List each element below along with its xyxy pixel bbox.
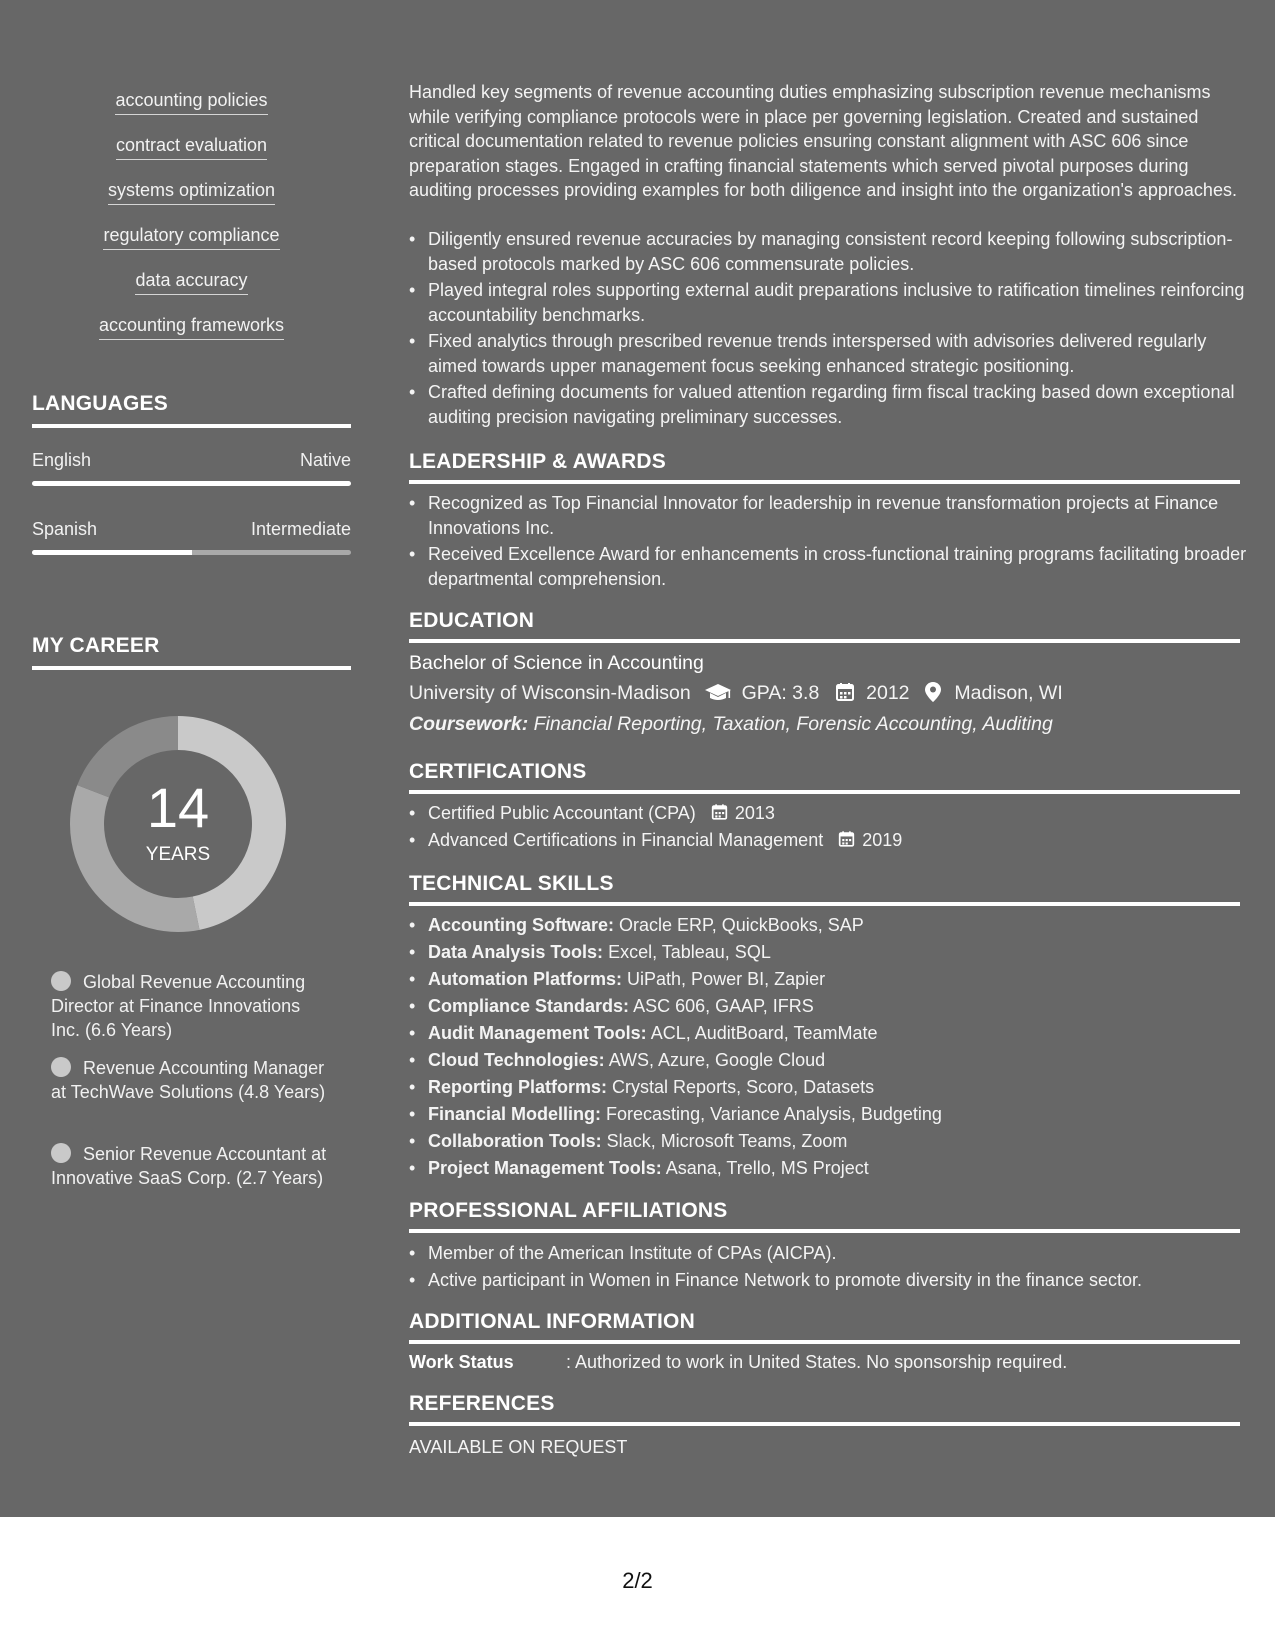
certification-year: 2019: [862, 829, 903, 850]
list-item: [428, 1155, 1259, 1182]
legend-dot: [51, 1143, 71, 1163]
skill-item: [32, 88, 351, 133]
career-heading: MY CAREER: [32, 634, 351, 670]
skill-values: ACL, AuditBoard, TeamMate: [650, 1023, 878, 1043]
list-item: [428, 912, 1259, 939]
certifications-heading: CERTIFICATIONS: [409, 760, 1240, 794]
skill-category: Compliance Standards:: [428, 996, 630, 1016]
work-status-label: Work Status: [409, 1352, 514, 1372]
certification-name: Certified Public Accountant (CPA): [428, 803, 696, 823]
language-bar: [32, 481, 351, 486]
certification-name: Advanced Certifications in Financial Management: [428, 829, 824, 850]
skill-values: Forecasting, Variance Analysis, Budgeting: [606, 1104, 942, 1124]
leadership-heading: LEADERSHIP & AWARDS: [409, 450, 1240, 484]
experience-summary: Handled key segments of revenue accounting duties emphasizing subscription revenue mechanisms while verifying compliance protocols were in place per governing legislation. Created and sustained critical documentation related to revenue policies ensuring constant alignment with ASC 606 since preparation stages. Engaged in crafting financial statements which served pivotal purposes during auditing processes providing examples for both diligence and insight into the organization's approaches.: [409, 82, 1237, 200]
list-item: • Fixed analytics through prescribed revenue trends interspersed with advisories delivered regularly aimed towards upper management focus seeking enhanced strategic positioning.: [428, 329, 1259, 378]
leadership-list: [409, 491, 1259, 591]
school-name: University of Wisconsin-Madison: [409, 682, 691, 704]
calendar-icon: [835, 682, 855, 702]
language-bar: [32, 550, 351, 555]
language-level: Intermediate: [250, 519, 351, 539]
career-legend-item: [51, 1056, 331, 1104]
references-heading: REFERENCES: [409, 1392, 1240, 1426]
skill-values: Crystal Reports, Scoro, Datasets: [612, 1077, 875, 1097]
gpa: GPA: 3.8: [741, 682, 820, 704]
list-item: [428, 993, 1259, 1020]
skill-category: Audit Management Tools:: [428, 1023, 647, 1043]
skill-values: Oracle ERP, QuickBooks, SAP: [619, 915, 864, 935]
career-role: Global Revenue Accounting Director at Finance Innovations Inc. (6.6 Years): [51, 972, 306, 1040]
skill-values: Asana, Trello, MS Project: [665, 1158, 869, 1178]
skill-category: Data Analysis Tools:: [428, 942, 604, 962]
technical-skills-heading: TECHNICAL SKILLS: [409, 872, 1240, 906]
list-item: [428, 1101, 1259, 1128]
skill-item: [32, 133, 351, 178]
calendar-icon: [711, 803, 728, 821]
language-name: Spanish: [32, 519, 98, 539]
skill-tag: accounting policies: [115, 88, 267, 115]
skill-item: [32, 313, 351, 358]
list-item: • Recognized as Top Financial Innovator for leadership in revenue transformation projects at Finance Innovations Inc.: [428, 491, 1259, 540]
list-item: • Played integral roles supporting external audit preparations inclusive to ratification timelines reinforcing accountability benchmarks.: [428, 278, 1259, 327]
coursework-label: Coursework:: [409, 713, 529, 735]
skill-item: [32, 268, 351, 313]
skill-tag: contract evaluation: [116, 133, 267, 160]
location-pin-icon: [925, 682, 941, 702]
skill-tag: regulatory compliance: [103, 223, 279, 250]
list-item: [428, 801, 1259, 826]
list-item: [428, 1047, 1259, 1074]
graduation-cap-icon: [704, 682, 732, 702]
language-bar-fill: [32, 481, 351, 486]
skill-values: Slack, Microsoft Teams, Zoom: [606, 1131, 848, 1151]
skill-category: Reporting Platforms:: [428, 1077, 608, 1097]
career-total-years: 14: [146, 776, 210, 839]
skill-category: Collaboration Tools:: [428, 1131, 602, 1151]
certification-year: 2013: [734, 803, 775, 823]
skill-category: Financial Modelling:: [428, 1104, 602, 1124]
skill-category: Project Management Tools:: [428, 1158, 662, 1178]
skill-values: UiPath, Power BI, Zapier: [627, 969, 826, 989]
languages-heading: LANGUAGES: [32, 392, 351, 428]
skill-category: Cloud Technologies:: [428, 1050, 605, 1070]
list-item: [428, 828, 1259, 853]
list-item: • Crafted defining documents for valued attention regarding firm fiscal tracking based down exceptional auditing precision navigating preliminary successes.: [428, 380, 1259, 429]
skill-item: [32, 178, 351, 223]
skill-tag: systems optimization: [108, 178, 275, 205]
career-legend-item: [51, 970, 331, 1042]
career-role: Senior Revenue Accountant at Innovative SaaS Corp. (2.7 Years): [51, 1144, 327, 1188]
list-item: [428, 939, 1259, 966]
list-item: [428, 1074, 1259, 1101]
skills-list: [32, 88, 351, 358]
list-item: • Member of the American Institute of CPAs (AICPA).: [428, 1240, 1259, 1267]
career-years-label: YEARS: [145, 844, 211, 865]
coursework: [409, 713, 1053, 736]
list-item: • Active participant in Women in Finance Network to promote diversity in the finance sector.: [428, 1267, 1259, 1294]
skill-category: Accounting Software:: [428, 915, 615, 935]
language-level: Native: [299, 450, 351, 470]
language-row: [32, 519, 351, 540]
work-status-value: : Authorized to work in United States. No sponsorship required.: [566, 1352, 1068, 1372]
skill-values: Excel, Tableau, SQL: [608, 942, 771, 962]
language-name: English: [32, 450, 92, 470]
career-legend-item: [51, 1142, 331, 1190]
career-role: Revenue Accounting Manager at TechWave Solutions (4.8 Years): [51, 1058, 326, 1102]
education-heading: EDUCATION: [409, 609, 1240, 643]
skill-tag: data accuracy: [135, 268, 247, 295]
school-location: Madison, WI: [954, 682, 1063, 704]
skill-category: Automation Platforms:: [428, 969, 623, 989]
legend-dot: [51, 1057, 71, 1077]
technical-skills-list: [409, 912, 1259, 1182]
certifications-list: [409, 801, 1259, 852]
coursework-list: Financial Reporting, Taxation, Forensic Accounting, Auditing: [533, 713, 1053, 735]
legend-dot: [51, 971, 71, 991]
degree-title: Bachelor of Science in Accounting: [409, 652, 704, 674]
graduation-year: 2012: [866, 682, 910, 704]
affiliations-heading: PROFESSIONAL AFFILIATIONS: [409, 1199, 1240, 1233]
education-details: [409, 682, 1063, 705]
references-text: AVAILABLE ON REQUEST: [409, 1437, 628, 1457]
skill-values: ASC 606, GAAP, IFRS: [633, 996, 814, 1016]
language-bar-fill: [32, 550, 192, 555]
language-row: [32, 450, 351, 471]
affiliations-list: [409, 1240, 1259, 1294]
page-number: 2/2: [622, 1568, 653, 1593]
list-item: [428, 966, 1259, 993]
skill-tag: accounting frameworks: [99, 313, 284, 340]
list-item: • Received Excellence Award for enhancements in cross-functional training programs facilitating broader departmental comprehension.: [428, 542, 1259, 591]
skill-values: AWS, Azure, Google Cloud: [608, 1050, 826, 1070]
additional-info-heading: ADDITIONAL INFORMATION: [409, 1310, 1240, 1344]
skill-item: [32, 223, 351, 268]
list-item: [428, 1128, 1259, 1155]
experience-bullets: [409, 227, 1259, 429]
list-item: • Diligently ensured revenue accuracies by managing consistent record keeping following subscription-based protocols marked by ASC 606 commensurate policies.: [428, 227, 1259, 276]
list-item: [428, 1020, 1259, 1047]
calendar-icon: [838, 830, 855, 848]
